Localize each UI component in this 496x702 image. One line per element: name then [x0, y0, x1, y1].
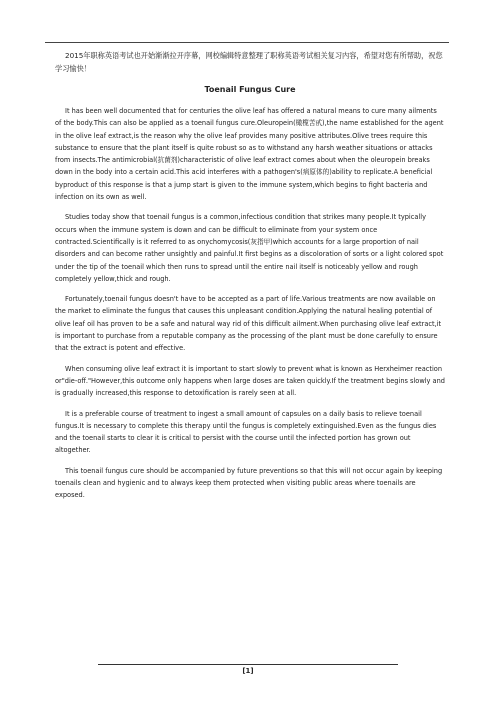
body-paragraph-6: This toenail fungus cure should be accompanied by future preventions so that this will not occur again by keeping toenails clean and hygienic and to always keep them protected when visiting public areas where toenails are exposed.	[55, 466, 443, 500]
body-paragraph-1: It has been well documented that for centuries the olive leaf has offered a natural means to cure many ailments of the body.This can also be applied as a toenail fungus cure.Oleuropein(橄榄苦甙),the name established for the agent in the olive leaf extract,is the reason why the olive leaf provides many positive attributes.Olive trees require this substance to ensure that the plant itself is quite robust so as to withstand any harsh weather situations or attacks from insects.The antimicrobial(抗菌剂)characteristic of olive leaf extract comes about when the oleuropein breaks down in the body into a certain acid.This acid interferes with a pathogen's(病原体的)ability to replicate.A beneficial byproduct of this response is that a jump start is given to the immune system,which begins to fight bacteria and infection on its own as well.	[55, 107, 444, 202]
body-paragraph-3: Fortunately,toenail fungus doesn't have to be accepted as a part of life.Various treatments are now available on the market to eliminate the fungus that causes this unpleasant condition.Applying the natural healing potential of olive leaf oil has proven to be a safe and natural way rid of this difficult ailment.When purchasing olive leaf extract,it is important to purchase from a reputable company as the processing of the plant must be done carefully to ensure that the extract is potent and effective.	[55, 295, 442, 353]
document-page	[55, 50, 445, 510]
footer-rule	[98, 664, 398, 665]
header-rule	[45, 42, 449, 43]
intro-paragraph: 2015年职称英语考试也开始渐渐拉开序幕，网校编辑特意整理了职称英语考试相关复习内容，希望对您有所帮助，祝您学习愉快！	[55, 51, 443, 73]
body-paragraph-4: When consuming olive leaf extract it is important to start slowly to prevent what is known as Herxheimer reaction or"die-off."However,this outcome only happens when large doses are taken quickly.If the treatment begins slowly and is gradually increased,this response to detoxification is rarely seen at all.	[55, 364, 445, 398]
body-paragraph-5: It is a preferable course of treatment to ingest a small amount of capsules on a daily basis to relieve toenail fungus.It is necessary to complete this therapy until the fungus is completely extinguished.Even as the fungus dies and the toenail starts to clear it is critical to persist with the course until the infected portion has grown out altogether.	[55, 409, 437, 455]
body-paragraph-2: Studies today show that toenail fungus is a common,infectious condition that strikes many people.It typically occurs when the immune system is down and can be difficult to eliminate from your system once contracted.Scientifically is it referred to as onychomycosis(灰指甲)which accounts for a large proportion of nail disorders and can become rather unsightly and painful.It first begins as a discoloration of sorts or a light colored spot under the tip of the toenail which then runs to spread until the entire nail itself is noticeably yellow and rough completely yellow,thick and rough.	[55, 213, 444, 283]
page-number: [1]	[242, 667, 254, 675]
article-title: Toenail Fungus Cure	[204, 85, 296, 94]
